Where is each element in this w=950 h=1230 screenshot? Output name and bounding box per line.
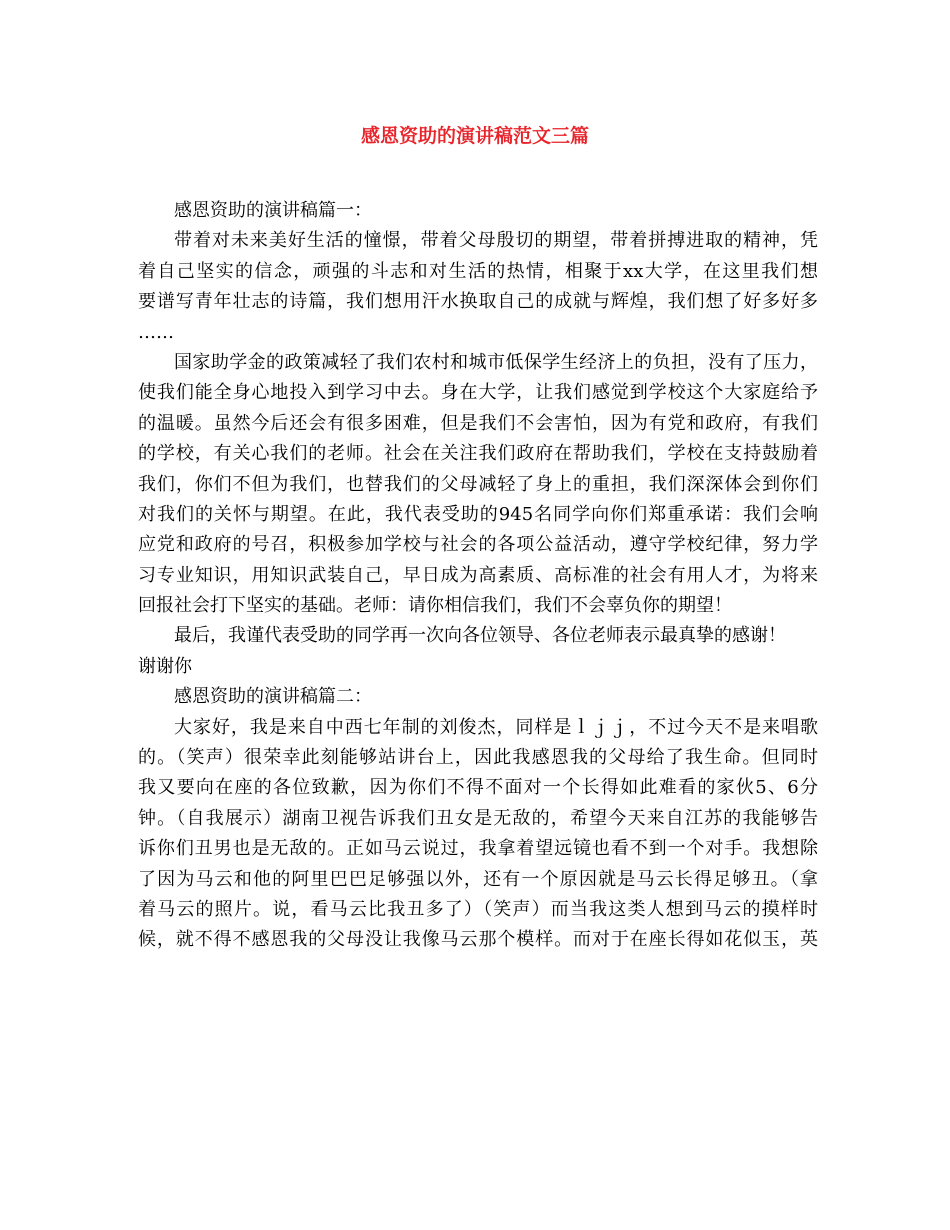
text-line: 的温暖。虽然今后还会有很多困难，但是我们不会害怕，因为有党和政府，有我们 xyxy=(138,412,818,434)
text-line: 我们，你们不但为我们，也替我们的父母减轻了身上的重担，我们深深体会到你们 xyxy=(138,473,818,495)
text-line: 谢谢你 xyxy=(138,655,192,677)
text-line: 着马云的照片。说，看马云比我丑多了）（笑声）而当我这类人想到马云的摸样时 xyxy=(138,898,818,920)
text-line: 我又要向在座的各位致歉，因为你们不得不面对一个长得如此难看的家伙5、6分 xyxy=(138,777,818,799)
text-line: 最后，我谨代表受助的同学再一次向各位领导、各位老师表示最真挚的感谢！ xyxy=(174,625,786,647)
document-title: 感恩资助的演讲稿范文三篇 xyxy=(360,125,589,147)
text-line: 对我们的关怀与期望。在此，我代表受助的945名同学向你们郑重承诺：我们会响 xyxy=(138,503,818,525)
text-line: 的。（笑声）很荣幸此刻能够站讲台上，因此我感恩我的父母给了我生命。但同时 xyxy=(138,747,818,769)
text-line: 要谱写青年壮志的诗篇，我们想用汗水换取自己的成就与辉煌，我们想了好多好多 xyxy=(138,291,818,313)
text-line: 大家好，我是来自中西七年制的刘俊杰，同样是ｌｊｊ，不过今天不是来唱歌 xyxy=(174,716,818,738)
text-line: 钟。（自我展示）湖南卫视告诉我们丑女是无敌的，希望今天来自江苏的我能够告 xyxy=(138,807,818,829)
text-line: …… xyxy=(138,321,174,343)
text-line: 回报社会打下坚实的基础。老师：请你相信我们，我们不会辜负你的期望！ xyxy=(138,595,732,617)
text-line: 诉你们丑男也是无敌的。正如马云说过，我拿着望远镜也看不到一个对手。我想除 xyxy=(138,838,818,860)
document-body xyxy=(138,196,818,956)
text-line: 候，就不得不感恩我的父母没让我像马云那个模样。而对于在座长得如花似玉，英 xyxy=(138,929,818,951)
text-line: 了因为马云和他的阿里巴巴足够强以外，还有一个原因就是马云长得足够丑。（拿 xyxy=(138,868,818,890)
text-line: 带着对未来美好生活的憧憬，带着父母殷切的期望，带着拼搏进取的精神，凭 xyxy=(174,230,818,252)
text-line: 感恩资助的演讲稿篇二： xyxy=(174,686,372,708)
text-line: 应党和政府的号召，积极参加学校与社会的各项公益活动，遵守学校纪律，努力学 xyxy=(138,534,818,556)
text-line: 使我们能全身心地投入到学习中去。身在大学，让我们感觉到学校这个大家庭给予 xyxy=(138,382,818,404)
text-line: 的学校，有关心我们的老师。社会在关注我们政府在帮助我们，学校在支持鼓励着 xyxy=(138,443,818,465)
text-line: 感恩资助的演讲稿篇一： xyxy=(174,200,372,221)
text-line: 习专业知识，用知识武装自己，早日成为高素质、高标准的社会有用人才，为将来 xyxy=(138,564,818,586)
text-line: 国家助学金的政策减轻了我们农村和城市低保学生经济上的负担，没有了压力， xyxy=(174,351,818,373)
text-line: 着自己坚实的信念，顽强的斗志和对生活的热情，相聚于xx大学，在这里我们想 xyxy=(138,260,818,282)
